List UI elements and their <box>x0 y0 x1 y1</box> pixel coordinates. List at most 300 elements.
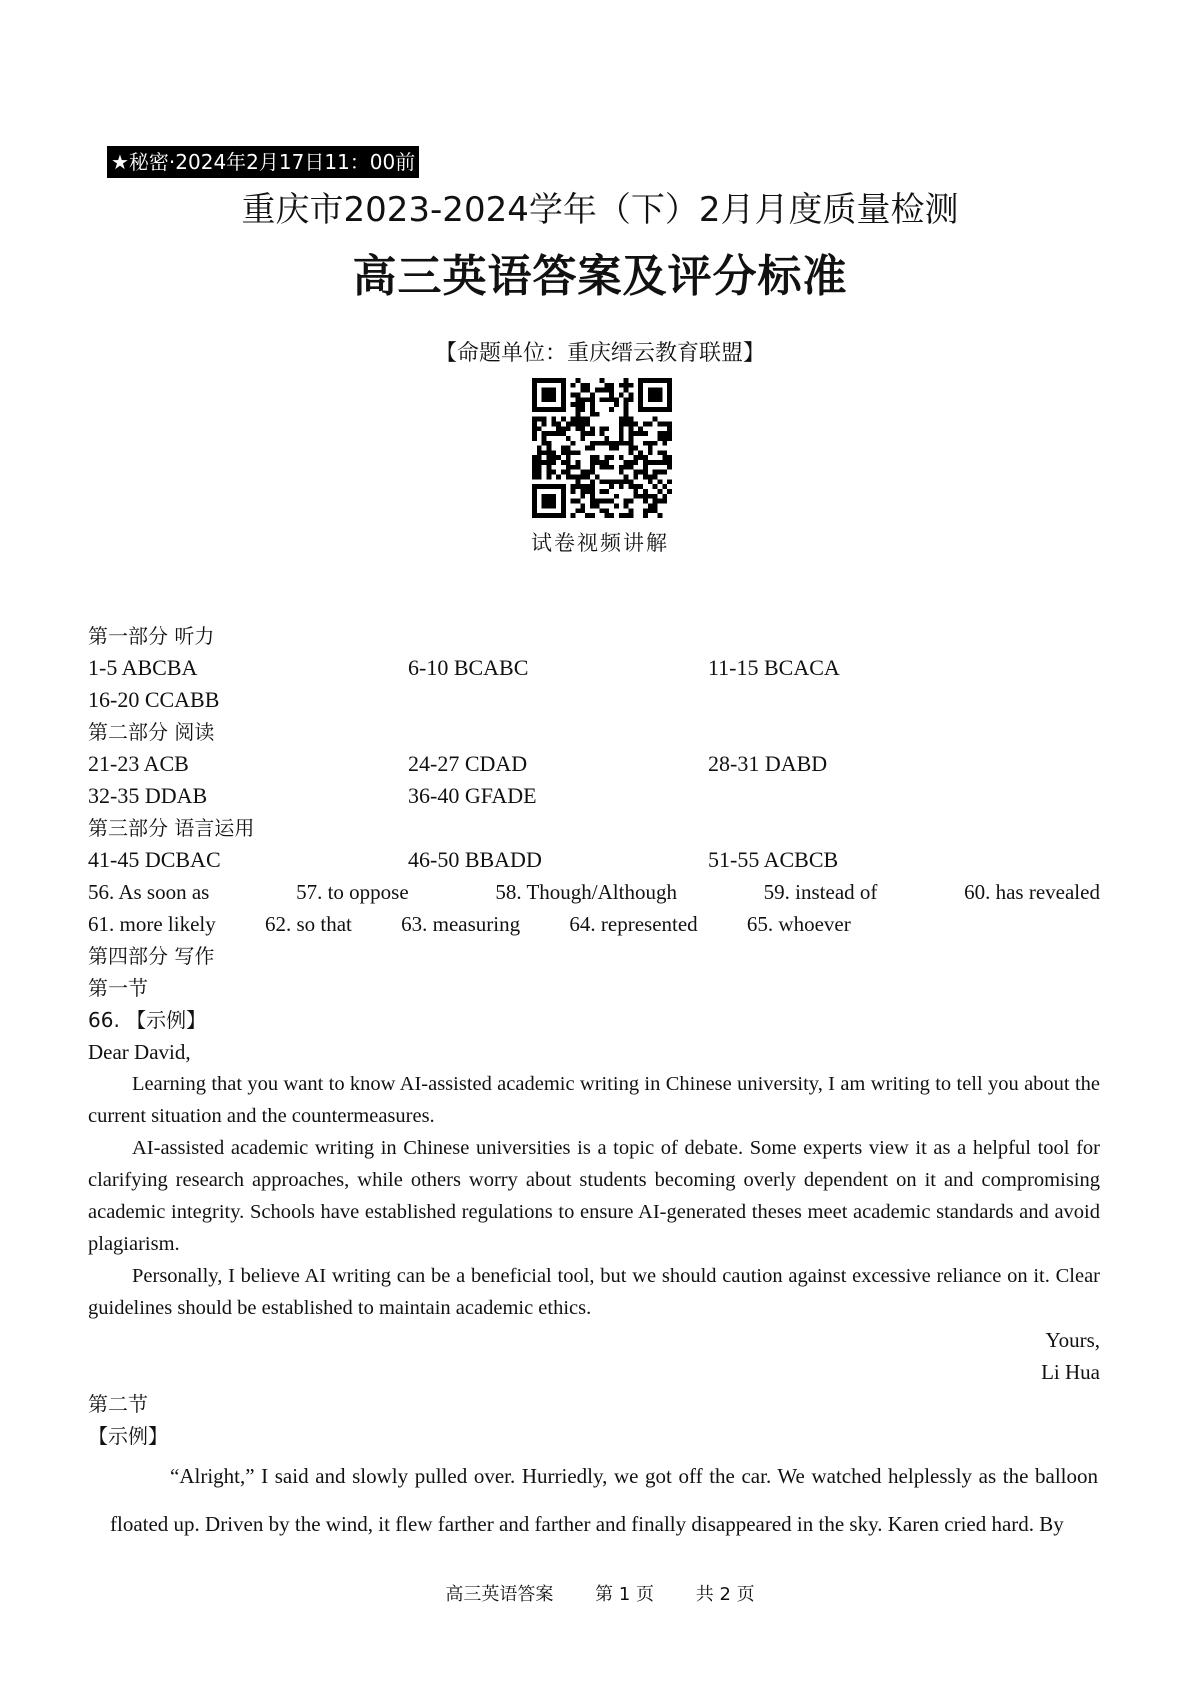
qr-module <box>629 499 634 504</box>
qr-module <box>643 489 648 494</box>
qr-module <box>542 441 547 446</box>
qr-module <box>600 397 605 402</box>
qr-module <box>556 475 561 480</box>
part1-row-2 <box>0 684 1200 716</box>
qr-module <box>604 513 609 518</box>
qr-module <box>546 441 551 446</box>
qr-module <box>643 431 648 436</box>
qr-module <box>624 378 629 383</box>
qr-module <box>604 397 609 402</box>
qr-module <box>633 475 638 480</box>
qr-module <box>662 460 667 465</box>
fill-in-answers-56-60 <box>88 876 1100 908</box>
answer-group: 21-23 ACB <box>88 751 189 776</box>
qr-module <box>633 494 638 499</box>
qr-module <box>658 499 663 504</box>
qr-module <box>629 479 634 484</box>
qr-module <box>658 436 663 441</box>
qr-finder-top-right <box>638 378 672 412</box>
qr-module <box>609 397 614 402</box>
fill-answer: 56. As soon as <box>88 880 210 904</box>
qr-module <box>653 470 658 475</box>
qr-module <box>566 446 571 451</box>
qr-module <box>604 460 609 465</box>
qr-module <box>619 484 624 489</box>
qr-module <box>614 494 619 499</box>
qr-module <box>648 421 653 426</box>
qr-module <box>629 397 634 402</box>
qr-module <box>638 450 643 455</box>
qr-module <box>629 392 634 397</box>
qr-module <box>585 388 590 393</box>
qr-module <box>575 426 580 431</box>
qr-module <box>638 470 643 475</box>
confidential-label: ★秘密·2024年2月17日11：00前 <box>107 146 419 178</box>
qr-module <box>619 479 624 484</box>
qr-module <box>571 489 576 494</box>
q66-example-label: 66. 【示例】 <box>88 1008 207 1032</box>
qr-module <box>624 513 629 518</box>
part3-row-1 <box>0 844 1200 876</box>
qr-module <box>571 450 576 455</box>
qr-module <box>537 450 542 455</box>
qr-module <box>609 499 614 504</box>
qr-module <box>546 431 551 436</box>
qr-module <box>624 388 629 393</box>
qr-module <box>614 446 619 451</box>
qr-caption: 试卷视频讲解 <box>531 531 669 555</box>
qr-module <box>546 460 551 465</box>
qr-module <box>619 426 624 431</box>
qr-module <box>619 441 624 446</box>
qr-module <box>643 475 648 480</box>
fill-in-answers-61-65 <box>88 908 895 940</box>
qr-module <box>590 489 595 494</box>
qr-module <box>542 460 547 465</box>
qr-module <box>590 465 595 470</box>
qr-module <box>667 460 672 465</box>
qr-module <box>580 402 585 407</box>
qr-module <box>604 489 609 494</box>
qr-module <box>546 455 551 460</box>
qr-module <box>629 441 634 446</box>
qr-module <box>537 465 542 470</box>
qr-module <box>638 455 643 460</box>
qr-module <box>638 431 643 436</box>
qr-module <box>575 421 580 426</box>
fill-answer: 59. instead of <box>763 880 878 904</box>
qr-module <box>590 412 595 417</box>
qr-module <box>648 441 653 446</box>
qr-module <box>546 446 551 451</box>
qr-module <box>532 475 537 480</box>
qr-module <box>609 479 614 484</box>
issuing-unit: 【命题单位：重庆缙云教育联盟】 <box>434 341 765 366</box>
qr-module <box>575 484 580 489</box>
qr-module <box>585 421 590 426</box>
qr-module <box>590 392 595 397</box>
qr-module <box>624 460 629 465</box>
answer-group: 41-45 DCBAC <box>88 847 221 872</box>
qr-module <box>653 484 658 489</box>
qr-module <box>551 460 556 465</box>
qr-module <box>571 417 576 422</box>
qr-module <box>585 470 590 475</box>
qr-module <box>653 508 658 513</box>
qr-module <box>566 475 571 480</box>
qr-module <box>643 513 648 518</box>
qr-module <box>662 436 667 441</box>
part1-heading: 第一部分 听力 <box>88 624 215 648</box>
qr-module <box>633 484 638 489</box>
qr-module <box>629 460 634 465</box>
qr-module <box>556 421 561 426</box>
qr-module <box>551 417 556 422</box>
qr-module <box>629 450 634 455</box>
answer-group: 28-31 DABD <box>708 751 828 776</box>
qr-module <box>658 489 663 494</box>
qr-module <box>624 397 629 402</box>
answer-group: 32-35 DDAB <box>88 783 208 808</box>
qr-module <box>566 470 571 475</box>
qr-module <box>595 460 600 465</box>
qr-module <box>532 470 537 475</box>
qr-module <box>561 470 566 475</box>
qr-module <box>537 475 542 480</box>
qr-module <box>595 441 600 446</box>
qr-module <box>643 455 648 460</box>
qr-module <box>619 417 624 422</box>
qr-module <box>575 450 580 455</box>
qr-module <box>638 484 643 489</box>
qr-module <box>667 479 672 484</box>
qr-module <box>600 388 605 393</box>
qr-module <box>595 388 600 393</box>
qr-module <box>648 508 653 513</box>
qr-module <box>566 465 571 470</box>
answer-group: 1-5 ABCBA <box>88 655 198 680</box>
qr-module <box>537 426 542 431</box>
qr-module <box>542 421 547 426</box>
answer-group: 24-27 CDAD <box>408 751 528 776</box>
qr-module <box>619 436 624 441</box>
part2-row-1 <box>0 748 1200 780</box>
qr-module <box>614 441 619 446</box>
qr-finder-top-left <box>532 378 566 412</box>
qr-module <box>629 426 634 431</box>
section2-heading: 第二节 <box>88 1392 148 1416</box>
qr-module <box>571 392 576 397</box>
qr-module <box>667 489 672 494</box>
qr-module <box>580 494 585 499</box>
qr-module <box>556 455 561 460</box>
qr-module <box>638 494 643 499</box>
qr-module <box>571 484 576 489</box>
qr-module <box>633 431 638 436</box>
qr-module <box>609 465 614 470</box>
qr-module <box>643 465 648 470</box>
qr-module <box>667 426 672 431</box>
qr-module <box>590 455 595 460</box>
qr-module <box>537 470 542 475</box>
qr-module <box>609 392 614 397</box>
qr-module <box>542 431 547 436</box>
qr-module <box>566 421 571 426</box>
fill-answer: 60. has revealed <box>964 880 1100 904</box>
qr-module <box>604 465 609 470</box>
qr-module <box>595 475 600 480</box>
qr-module <box>580 470 585 475</box>
footer-total-pages: 共 2 页 <box>695 1584 755 1605</box>
qr-module <box>561 460 566 465</box>
qr-module <box>580 388 585 393</box>
qr-module <box>566 436 571 441</box>
qr-module <box>566 455 571 460</box>
qr-module <box>585 489 590 494</box>
page-footer <box>0 1582 1200 1608</box>
qr-module <box>633 421 638 426</box>
qr-module <box>575 465 580 470</box>
qr-module <box>546 475 551 480</box>
qr-module <box>653 475 658 480</box>
part4-heading: 第四部分 写作 <box>88 944 215 968</box>
qr-module <box>648 494 653 499</box>
qr-module <box>658 470 663 475</box>
qr-module <box>590 513 595 518</box>
qr-module <box>537 446 542 451</box>
fill-answer: 63. measuring <box>401 912 521 936</box>
qr-module <box>667 455 672 460</box>
answer-group: 51-55 ACBCB <box>708 847 839 872</box>
qr-module <box>614 397 619 402</box>
qr-module <box>624 465 629 470</box>
story-continuation: “Alright,” I said and slowly pulled over. Hurriedly, we got off the car. We watched helplessly as the balloon floated up. Driven by the wind, it flew farther and farther and finally disappeared in the sky. Karen cried hard. By <box>110 1464 1098 1536</box>
qr-module <box>571 421 576 426</box>
qr-module <box>580 383 585 388</box>
qr-module <box>551 431 556 436</box>
qr-module <box>658 431 663 436</box>
qr-module <box>624 479 629 484</box>
qr-module <box>658 421 663 426</box>
fill-answer: 64. represented <box>569 912 698 936</box>
qr-module <box>619 392 624 397</box>
qr-module <box>629 465 634 470</box>
qr-module <box>575 499 580 504</box>
qr-module <box>619 431 624 436</box>
exam-title: 重庆市2023-2024学年（下）2月月度质量检测 <box>241 190 959 230</box>
qr-module <box>662 470 667 475</box>
answer-group: 6-10 BCABC <box>408 655 529 680</box>
qr-module <box>585 397 590 402</box>
qr-module <box>585 475 590 480</box>
qr-module <box>571 475 576 480</box>
qr-module <box>551 450 556 455</box>
letter-greeting: Dear David, <box>88 1040 191 1064</box>
qr-module <box>633 470 638 475</box>
qr-module <box>604 383 609 388</box>
qr-module <box>575 412 580 417</box>
qr-module <box>604 455 609 460</box>
qr-module <box>614 402 619 407</box>
qr-module <box>667 465 672 470</box>
qr-code[interactable] <box>532 378 672 518</box>
qr-module <box>600 499 605 504</box>
section1-heading: 第一节 <box>88 976 148 1000</box>
qr-module <box>542 436 547 441</box>
qr-module <box>662 499 667 504</box>
qr-module <box>580 426 585 431</box>
answer-group: 36-40 GFADE <box>408 783 537 808</box>
letter-closing: Yours, <box>1045 1328 1100 1352</box>
qr-module <box>532 417 537 422</box>
qr-module <box>561 426 566 431</box>
qr-module <box>667 431 672 436</box>
qr-module <box>566 460 571 465</box>
qr-module <box>633 455 638 460</box>
qr-module <box>590 397 595 402</box>
qr-module <box>595 504 600 509</box>
qr-finder-bottom-left <box>532 484 566 518</box>
qr-module <box>580 397 585 402</box>
answer-group: 46-50 BBADD <box>408 847 542 872</box>
part1-row-1 <box>0 652 1200 684</box>
qr-module <box>604 441 609 446</box>
qr-module <box>590 446 595 451</box>
qr-module <box>571 499 576 504</box>
qr-module <box>537 455 542 460</box>
section2-example-label: 【示例】 <box>88 1424 168 1448</box>
qr-module <box>648 446 653 451</box>
qr-module <box>556 426 561 431</box>
qr-module <box>619 421 624 426</box>
qr-module <box>643 499 648 504</box>
qr-module <box>585 431 590 436</box>
qr-module <box>624 475 629 480</box>
qr-module <box>604 426 609 431</box>
qr-module <box>633 460 638 465</box>
qr-module <box>580 436 585 441</box>
qr-module <box>624 417 629 422</box>
qr-module <box>629 484 634 489</box>
qr-module <box>600 378 605 383</box>
qr-module <box>590 470 595 475</box>
fill-answer: 57. to oppose <box>296 880 409 904</box>
qr-module <box>667 436 672 441</box>
qr-module <box>551 421 556 426</box>
qr-module <box>662 450 667 455</box>
qr-module <box>629 431 634 436</box>
qr-module <box>600 479 605 484</box>
fill-answer: 62. so that <box>264 912 352 936</box>
qr-module <box>662 455 667 460</box>
qr-module <box>643 421 648 426</box>
qr-module <box>580 407 585 412</box>
qr-module <box>575 402 580 407</box>
qr-module <box>624 402 629 407</box>
qr-module <box>532 426 537 431</box>
qr-module <box>590 479 595 484</box>
qr-module <box>643 460 648 465</box>
qr-module <box>609 383 614 388</box>
qr-module <box>566 426 571 431</box>
qr-module <box>643 441 648 446</box>
qr-module <box>609 441 614 446</box>
qr-module <box>532 421 537 426</box>
qr-module <box>624 383 629 388</box>
qr-module <box>643 494 648 499</box>
qr-module <box>609 407 614 412</box>
qr-module <box>609 455 614 460</box>
qr-module <box>604 436 609 441</box>
qr-module <box>629 513 634 518</box>
qr-module <box>600 508 605 513</box>
qr-module <box>580 484 585 489</box>
qr-module <box>619 513 624 518</box>
qr-module <box>653 504 658 509</box>
fill-answer: 65. whoever <box>746 912 851 936</box>
qr-module <box>590 402 595 407</box>
qr-module <box>566 450 571 455</box>
qr-module <box>604 388 609 393</box>
qr-module <box>532 455 537 460</box>
answer-group: 16-20 CCABB <box>88 687 220 712</box>
qr-module <box>575 479 580 484</box>
qr-module <box>571 513 576 518</box>
part2-row-2 <box>0 780 1200 812</box>
qr-module <box>662 484 667 489</box>
qr-module <box>571 441 576 446</box>
qr-module <box>662 431 667 436</box>
qr-module <box>590 407 595 412</box>
qr-module <box>580 421 585 426</box>
qr-module <box>624 441 629 446</box>
qr-module <box>575 460 580 465</box>
qr-module <box>585 383 590 388</box>
qr-module <box>595 499 600 504</box>
qr-module <box>561 446 566 451</box>
qr-module <box>590 441 595 446</box>
qr-module <box>546 450 551 455</box>
qr-module <box>614 479 619 484</box>
qr-module <box>590 460 595 465</box>
qr-module <box>571 383 576 388</box>
qr-module <box>546 470 551 475</box>
qr-module <box>580 508 585 513</box>
qr-module <box>629 421 634 426</box>
qr-module <box>643 470 648 475</box>
letter-signature: Li Hua <box>1041 1360 1100 1384</box>
qr-module <box>624 407 629 412</box>
qr-module <box>619 455 624 460</box>
qr-module <box>662 421 667 426</box>
qr-module <box>629 383 634 388</box>
qr-module <box>624 421 629 426</box>
qr-module <box>590 426 595 431</box>
qr-module <box>546 465 551 470</box>
qr-module <box>575 378 580 383</box>
qr-module <box>575 417 580 422</box>
qr-module <box>624 499 629 504</box>
qr-module <box>604 499 609 504</box>
qr-module <box>590 504 595 509</box>
answer-group: 11-15 BCACA <box>708 655 840 680</box>
qr-module <box>537 417 542 422</box>
qr-module <box>551 455 556 460</box>
qr-module <box>600 426 605 431</box>
qr-module <box>580 417 585 422</box>
qr-module <box>643 508 648 513</box>
qr-module <box>629 446 634 451</box>
